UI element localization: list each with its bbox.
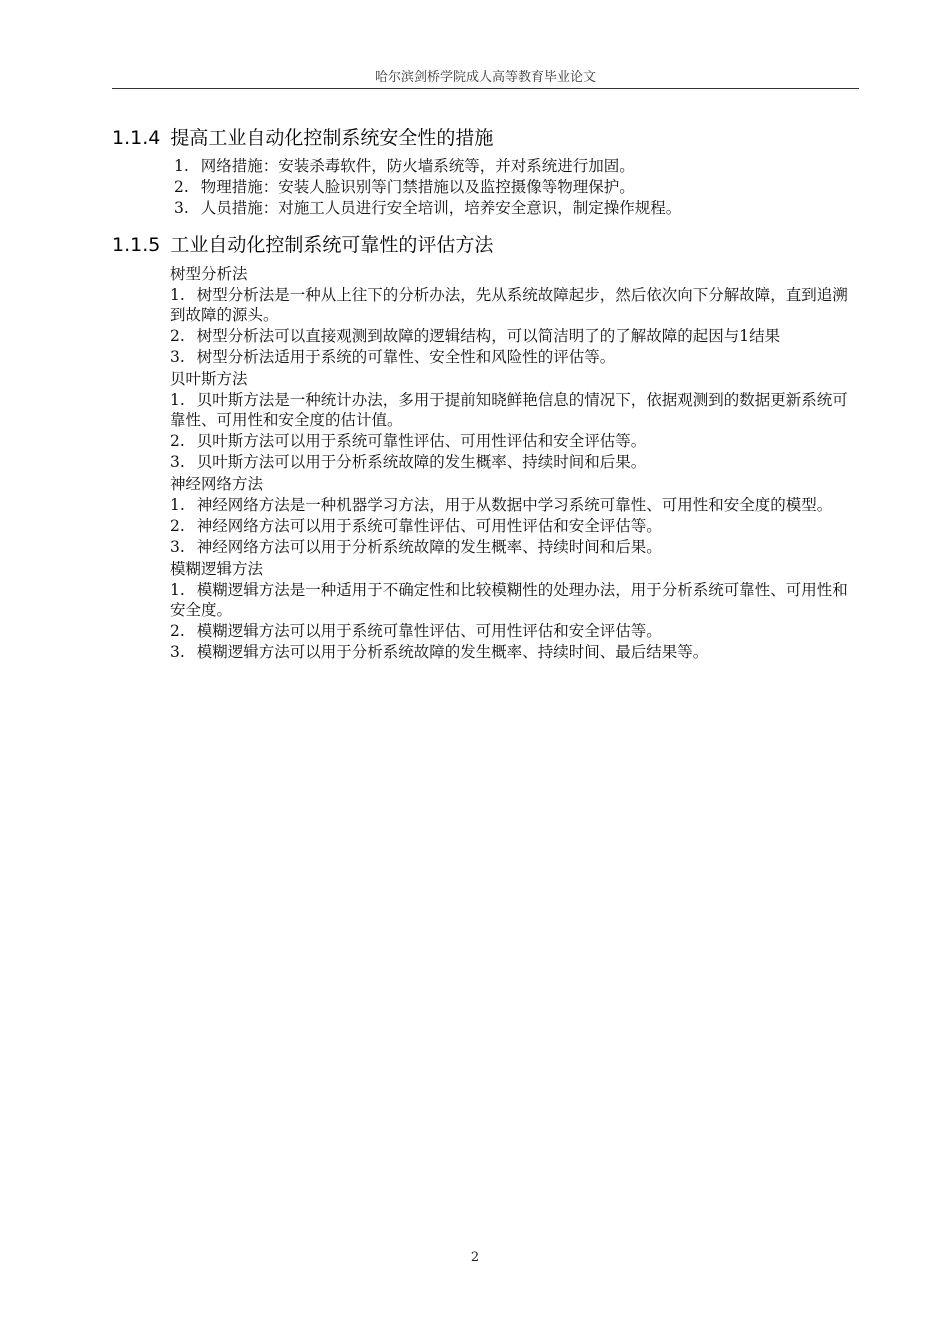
measure-item — [112, 156, 859, 177]
section-number: 1.1.5 — [112, 234, 161, 256]
item-text: 神经网络方法是一种机器学习方法，用于从数据中学习系统可靠性、可用性和安全度的模型。 — [196, 496, 833, 514]
section-title: 提高工业自动化控制系统安全性的措施 — [170, 127, 494, 149]
item-number: 3. — [174, 199, 189, 217]
item-number: 2. — [170, 327, 185, 345]
item-text: 贝叶斯方法是一种统计办法，多用于提前知晓鲜艳信息的情况下，依据观测到的数据更新系统可靠性、可用性和安全度的估计值。 — [170, 391, 848, 429]
section-title: 工业自动化控制系统可靠性的评估方法 — [170, 234, 494, 256]
item-text: 贝叶斯方法可以用于系统可靠性评估、可用性评估和安全评估等。 — [196, 432, 647, 450]
item-number: 1. — [170, 286, 185, 304]
list-item — [170, 580, 859, 620]
item-number: 2. — [170, 622, 185, 640]
item-text: 网络措施：安装杀毒软件，防火墙系统等，并对系统进行加固。 — [200, 157, 635, 175]
list-item — [170, 495, 859, 515]
item-text: 模糊逻辑方法是一种适用于不确定性和比较模糊性的处理办法，用于分析系统可靠性、可用性和安全度。 — [170, 581, 848, 619]
item-number: 1. — [174, 157, 189, 175]
method-tree-analysis — [112, 263, 859, 367]
list-item — [170, 452, 859, 472]
item-number: 1. — [170, 496, 185, 514]
item-text: 树型分析法是一种从上往下的分析办法，先从系统故障起步，然后依次向下分解故障，直到追溯到故障的源头。 — [170, 286, 848, 324]
measure-item — [112, 198, 732, 219]
item-number: 3. — [170, 643, 185, 661]
page-header: 哈尔滨剑桥学院成人高等教育毕业论文 — [374, 70, 596, 85]
list-item — [170, 285, 859, 325]
section-heading-1-1-5 — [112, 231, 859, 259]
item-number: 2. — [170, 432, 185, 450]
item-text: 模糊逻辑方法可以用于系统可靠性评估、可用性评估和安全评估等。 — [196, 622, 662, 640]
item-number: 3. — [170, 348, 185, 366]
section-heading-1-1-4 — [112, 124, 859, 152]
item-text: 树型分析法可以直接观测到故障的逻辑结构，可以简洁明了的了解故障的起因与1结果 — [196, 327, 781, 345]
measure-item — [112, 177, 859, 198]
item-number: 2. — [174, 178, 189, 196]
method-title: 贝叶斯方法 — [170, 370, 248, 388]
method-neural-network — [112, 473, 859, 557]
section-number: 1.1.4 — [112, 127, 161, 149]
item-text: 模糊逻辑方法可以用于分析系统故障的发生概率、持续时间、最后结果等。 — [196, 643, 709, 661]
list-item — [170, 621, 859, 641]
item-text: 树型分析法适用于系统的可靠性、安全性和风险性的评估等。 — [196, 348, 616, 366]
item-text: 神经网络方法可以用于系统可靠性评估、可用性评估和安全评估等。 — [196, 517, 662, 535]
item-text: 贝叶斯方法可以用于分析系统故障的发生概率、持续时间和后果。 — [196, 453, 647, 471]
method-title: 神经网络方法 — [170, 475, 264, 493]
list-item — [170, 347, 859, 367]
item-text: 神经网络方法可以用于分析系统故障的发生概率、持续时间和后果。 — [196, 538, 662, 556]
item-text: 物理措施：安装人脸识别等门禁措施以及监控摄像等物理保护。 — [200, 178, 635, 196]
method-bayesian — [112, 368, 859, 472]
list-item — [170, 642, 859, 662]
header-divider — [112, 88, 859, 89]
list-item — [170, 537, 859, 557]
page-number: 2 — [470, 1250, 480, 1265]
item-number: 2. — [170, 517, 185, 535]
list-item — [170, 390, 859, 430]
item-number: 3. — [170, 453, 185, 471]
item-number: 1. — [170, 391, 185, 409]
list-item — [170, 326, 859, 346]
method-title: 模糊逻辑方法 — [170, 560, 264, 578]
list-item — [170, 431, 859, 451]
item-number: 3. — [170, 538, 185, 556]
list-item — [170, 516, 859, 536]
page-content — [112, 124, 859, 663]
item-text: 人员措施：对施工人员进行安全培训，培养安全意识，制定操作规程。 — [200, 199, 682, 217]
item-number: 1. — [170, 581, 185, 599]
method-title: 树型分析法 — [170, 265, 248, 283]
method-fuzzy-logic — [112, 558, 859, 662]
